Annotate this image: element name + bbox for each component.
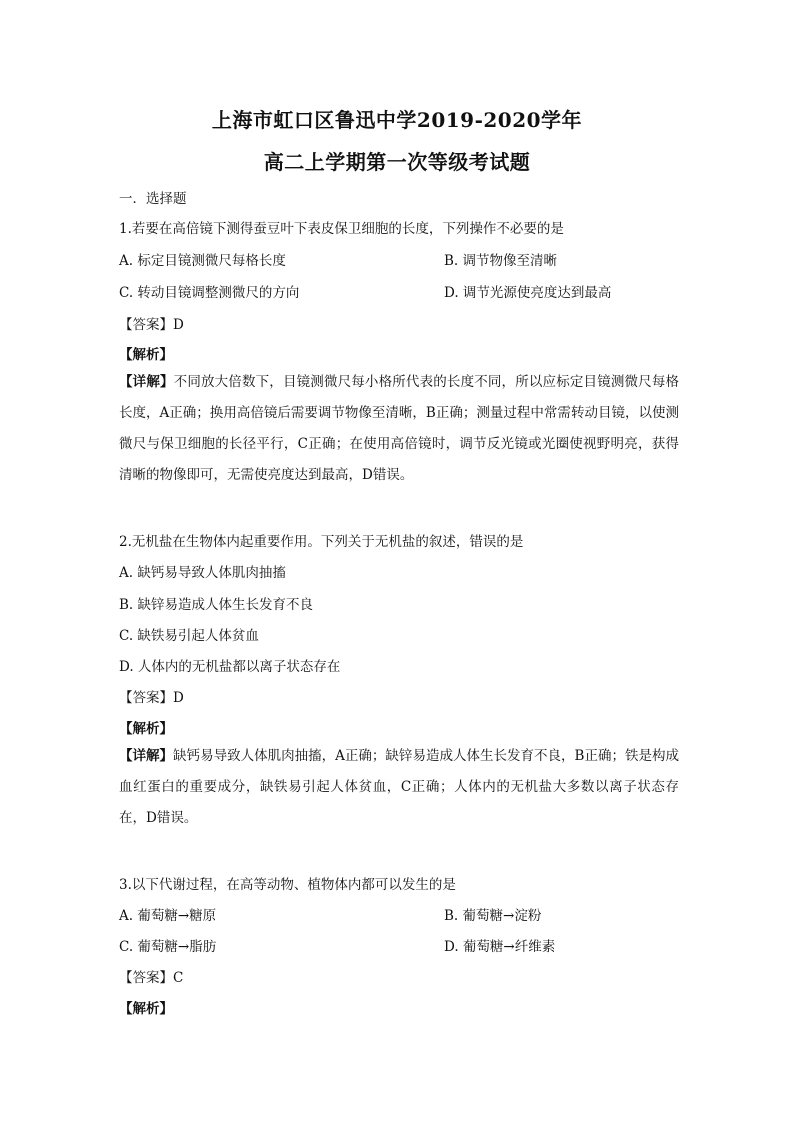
question-3-option-d: D. 葡萄糖→纤维素: [444, 939, 556, 955]
question-2-option-b: B. 缺锌易造成人体生长发育不良: [119, 597, 314, 613]
question-2-detail-text: 缺钙易导致人体肌肉抽搐，A正确；缺锌易造成人体生长发育不良，B正确；铁是构成血红蛋白的重要成分，缺铁易引起人体贫血，C正确；人体内的无机盐大多数以离子状态存在，D错误。: [119, 748, 680, 826]
question-1-answer: 【答案】D: [119, 317, 184, 333]
question-3-option-c: C. 葡萄糖→脂肪: [119, 939, 217, 955]
question-2-detail-label: 【详解】: [119, 748, 174, 764]
question-2-stem: 2.无机盐在生物体内起重要作用。下列关于无机盐的叙述，错误的是: [119, 534, 524, 550]
exam-title-line1: 上海市虹口区鲁迅中学2019-2020学年: [211, 108, 583, 132]
question-2-option-d: D. 人体内的无机盐都以离子状态存在: [119, 659, 341, 675]
exam-title-line2: 高二上学期第一次等级考试题: [263, 150, 531, 174]
question-1-stem: 1.若要在高倍镜下测得蚕豆叶下表皮保卫细胞的长度，下列操作不必要的是: [119, 221, 564, 237]
question-2-option-c: C. 缺铁易引起人体贫血: [119, 628, 259, 644]
question-2-analysis-label: 【解析】: [119, 721, 173, 737]
question-1-detail-label: 【详解】: [119, 374, 174, 390]
question-3-option-a: A. 葡萄糖→糖原: [119, 908, 217, 924]
question-3-analysis-label: 【解析】: [119, 1001, 173, 1017]
question-2-detail: [119, 741, 679, 834]
question-1-detail-text: 不同放大倍数下，目镜测微尺每小格所代表的长度不同，所以应标定目镜测微尺每格长度，A正确；换用高倍镜后需要调节物像至清晰，B正确；测量过程中常需转动目镜，以使测微尺与保卫细胞的长径平行，C正确；在使用高倍镜时，调节反光镜或光圈使视野明亮，获得清晰的物像即可，无需使亮度达到最高，D错误。: [119, 374, 680, 483]
question-1-option-a: A. 标定目镜测微尺每格长度: [119, 253, 286, 269]
question-1-analysis-label: 【解析】: [119, 347, 173, 363]
question-1-detail: [119, 367, 679, 491]
question-3-answer: 【答案】C: [119, 970, 184, 986]
question-1-option-d: D. 调节光源使亮度达到最高: [444, 285, 612, 301]
question-3-option-b: B. 葡萄糖→淀粉: [444, 908, 542, 924]
question-2-option-a: A. 缺钙易导致人体肌肉抽搐: [119, 565, 286, 581]
question-2-answer: 【答案】D: [119, 690, 184, 706]
question-1-option-b: B. 调节物像至清晰: [444, 253, 558, 269]
question-1-option-c: C. 转动目镜调整测微尺的方向: [119, 285, 300, 301]
question-3-stem: 3.以下代谢过程，在高等动物、植物体内都可以发生的是: [119, 877, 456, 893]
section-heading: 一．选择题: [119, 191, 187, 207]
